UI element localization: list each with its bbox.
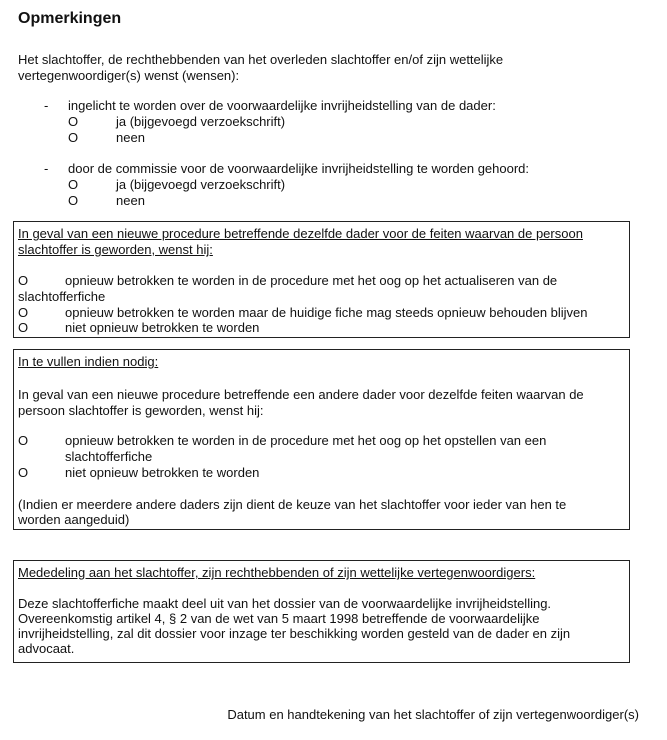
box2-option-2-label: niet opnieuw betrokken te worden: [65, 465, 260, 480]
box1-option-2-label: opnieuw betrokken te worden maar de huidige fiche mag steeds opnieuw behouden blijven: [65, 305, 588, 320]
wish-2-text: door de commissie voor de voorwaardelijke invrijheidstelling te worden gehoord:: [68, 161, 530, 176]
box3-line-3: invrijheidstelling, zal dit dossier voor inzage ter beschikking worden gesteld van de dader en zijn: [18, 626, 571, 641]
box2-option-2-mark[interactable]: O: [18, 465, 29, 480]
wish-1-text: ingelicht te worden over de voorwaardelijke invrijheidstelling van de dader:: [68, 98, 496, 113]
box1-option-1-label: opnieuw betrokken te worden in de procedure met het oog op het actualiseren van de: [65, 273, 558, 288]
intro-line-2: vertegenwoordiger(s) wenst (wensen):: [18, 68, 240, 83]
box1-option-3-mark[interactable]: O: [18, 320, 29, 335]
page-title: Opmerkingen: [18, 10, 122, 27]
box2-note-2: worden aangeduid): [18, 512, 130, 527]
wish-2-option-yes-mark[interactable]: O: [68, 177, 79, 192]
wish-2-option-no-label: neen: [116, 193, 145, 208]
wish-1-option-yes-label: ja (bijgevoegd verzoekschrift): [116, 114, 286, 129]
box2-para-2: persoon slachtoffer is geworden, wenst hij:: [18, 403, 264, 418]
box1-option-1-mark[interactable]: O: [18, 273, 29, 288]
box2-para-1: In geval van een nieuwe procedure betreffende een andere dader voor dezelfde feiten waarvan de: [18, 387, 584, 402]
box3-line-2: Overeenkomstig artikel 4, § 2 van de wet van 5 maart 1998 betreffende de voorwaardelijke: [18, 611, 540, 626]
box1-option-2-mark[interactable]: O: [18, 305, 29, 320]
wish-2-option-yes-label: ja (bijgevoegd verzoekschrift): [116, 177, 286, 192]
wish-1-option-no-mark[interactable]: O: [68, 130, 79, 145]
wish-2-option-no-mark[interactable]: O: [68, 193, 79, 208]
wish-1-option-no-label: neen: [116, 130, 145, 145]
box2-note-1: (Indien er meerdere andere daders zijn dient de keuze van het slachtoffer voor ieder van hen te: [18, 497, 567, 512]
box3-heading: Mededeling aan het slachtoffer, zijn rechthebbenden of zijn wettelijke vertegenwoordigers:: [18, 565, 536, 580]
box2-heading: In te vullen indien nodig:: [18, 354, 159, 369]
wish-2-dash: -: [44, 161, 49, 176]
wish-1-option-yes-mark[interactable]: O: [68, 114, 79, 129]
box3-line-4: advocaat.: [18, 641, 75, 656]
box1-option-1-label-cont: slachtofferfiche: [18, 289, 106, 304]
wish-1-dash: -: [44, 98, 49, 113]
box1-option-3-label: niet opnieuw betrokken te worden: [65, 320, 260, 335]
box1-heading-1: In geval van een nieuwe procedure betreffende dezelfde dader voor de feiten waarvan de persoon: [18, 226, 583, 241]
box1-heading-2: slachtoffer is geworden, wenst hij:: [18, 242, 213, 257]
box2-option-1-mark[interactable]: O: [18, 433, 29, 448]
box3-line-1: Deze slachtofferfiche maakt deel uit van het dossier van de voorwaardelijke invrijheidstelling.: [18, 596, 552, 611]
box2-option-1-label-cont: slachtofferfiche: [65, 449, 153, 464]
intro-line-1: Het slachtoffer, de rechthebbenden van het overleden slachtoffer en/of zijn wettelijke: [18, 52, 504, 67]
signature-caption: Datum en handtekening van het slachtoffer of zijn vertegenwoordiger(s): [227, 707, 639, 722]
box2-option-1-label: opnieuw betrokken te worden in de procedure met het oog op het opstellen van een: [65, 433, 547, 448]
